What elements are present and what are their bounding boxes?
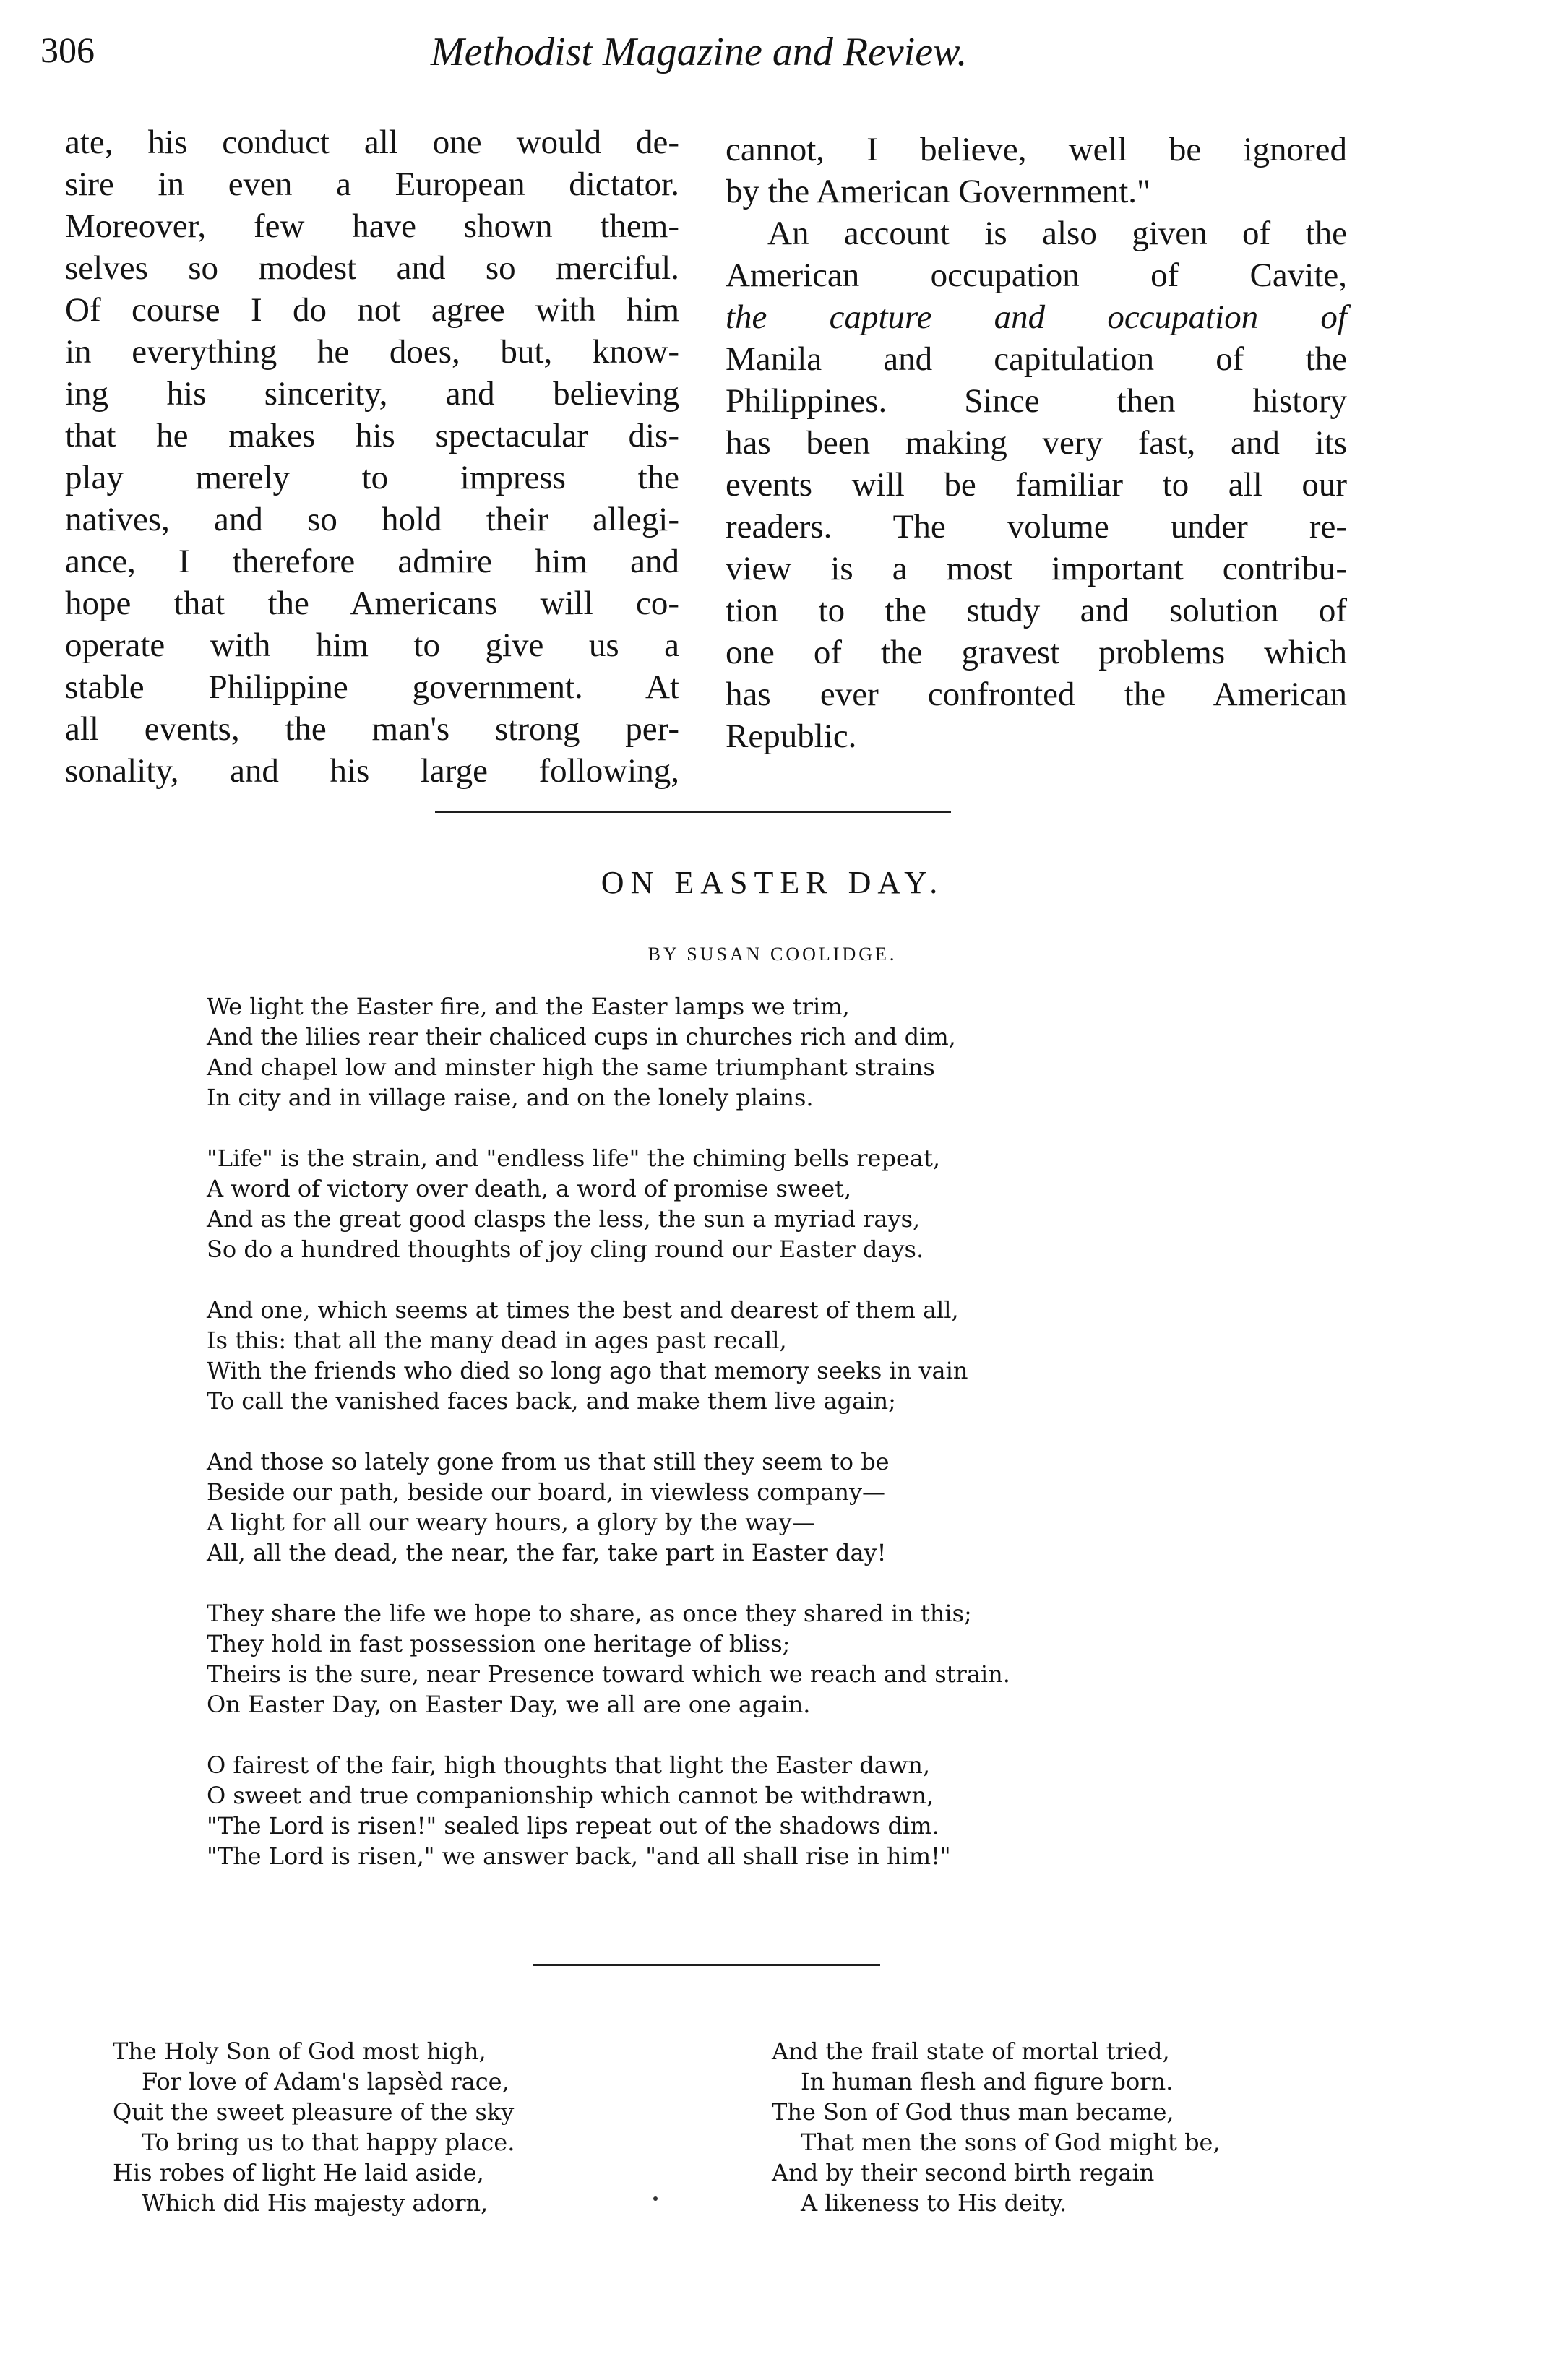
text-line: ing his sincerity, and believing (65, 375, 679, 413)
poem-line: Beside our path, beside our board, in viewless company— (207, 1478, 886, 1506)
poem-line: And the lilies rear their chaliced cups in churches rich and dim, (207, 1023, 956, 1051)
poem-title: ON EASTER DAY. (601, 865, 944, 900)
hymn-right-column (772, 2036, 1321, 2218)
poem-line: "Life" is the strain, and "endless life" the chiming bells repeat, (207, 1144, 940, 1172)
poem-stanza (207, 1598, 1233, 1720)
text-line: ate, his conduct all one would de- (65, 124, 679, 161)
poem-stanza (207, 1446, 1233, 1568)
poem-author: BY SUSAN COOLIDGE. (647, 944, 898, 965)
text-line: sire in even a European dictator. (65, 165, 679, 203)
article-left-column (65, 121, 679, 792)
poem-line: So do a hundred thoughts of joy cling round our Easter days. (207, 1236, 924, 1263)
poem-line: And one, which seems at times the best and dearest of them all, (207, 1296, 959, 1324)
hymn-line: A likeness to His deity. (801, 2189, 1067, 2217)
text-line: selves so modest and so merciful. (65, 249, 679, 287)
poem-line: O sweet and true companionship which cannot be withdrawn, (207, 1782, 934, 1809)
hymn-line: And by their second birth regain (772, 2159, 1155, 2186)
text-line: ance, I therefore admire him and (65, 543, 679, 580)
printer-mark (653, 2196, 658, 2201)
text-line: readers. The volume under re- (726, 508, 1347, 546)
text-line: tion to the study and solution of (726, 592, 1347, 629)
hymn-line: To bring us to that happy place. (142, 2129, 515, 2156)
text-line: play merely to impress the (65, 459, 679, 496)
poem-line: A light for all our weary hours, a glory by the way— (207, 1509, 815, 1536)
text-line: Philippines. Since then history (726, 382, 1347, 420)
article-right-column (726, 129, 1347, 757)
text-line: all events, the man's strong per- (65, 710, 679, 748)
hymn-left-column (113, 2036, 619, 2218)
poem-stanza (207, 1295, 1233, 1416)
hymn-line: Which did His majesty adorn, (142, 2189, 489, 2217)
text-line: cannot, I believe, well be ignored (726, 131, 1347, 168)
poem-line: On Easter Day, on Easter Day, we all are one again. (207, 1691, 811, 1718)
poem-line: Is this: that all the many dead in ages past recall, (207, 1327, 787, 1354)
text-line: Republic. (726, 717, 857, 755)
running-title: Methodist Magazine and Review. (431, 30, 968, 74)
text-line: that he makes his spectacular dis- (65, 417, 679, 454)
text-line: natives, and so hold their allegi- (65, 501, 679, 538)
hymn-line: The Holy Son of God most high, (113, 2038, 486, 2065)
text-line: view is a most important contribu- (726, 550, 1347, 587)
poem-stanza (207, 1143, 1233, 1264)
text-line: American occupation of Cavite, (726, 256, 1347, 294)
page-header (40, 29, 1471, 87)
poem-line: A word of victory over death, a word of promise sweet, (207, 1175, 852, 1202)
poem-line: "The Lord is risen," we answer back, "and all shall rise in him!" (207, 1842, 951, 1870)
hymn-line: Quit the sweet pleasure of the sky (113, 2098, 515, 2126)
poem-line: And as the great good clasps the less, the sun a myriad rays, (207, 1205, 921, 1233)
poem-body (207, 991, 1233, 1902)
text-line: hope that the Americans will co- (65, 585, 679, 622)
text-line: events will be familiar to all our (726, 466, 1347, 504)
poem-line: All, all the dead, the near, the far, take part in Easter day! (207, 1539, 887, 1566)
poem-line: O fairest of the fair, high thoughts that light the Easter dawn, (207, 1751, 930, 1779)
text-line: stable Philippine government. At (65, 668, 679, 706)
text-line: the capture and occupation of (726, 298, 1347, 336)
poem-stanza (207, 1750, 1233, 1871)
poem-line: We light the Easter fire, and the Easter lamps we trim, (207, 993, 850, 1020)
hymn-line: For love of Adam's lapsèd race, (142, 2068, 509, 2095)
poem-line: They hold in fast possession one heritage of bliss; (207, 1630, 791, 1657)
text-line: in everything he does, but, know- (65, 333, 679, 371)
text-line: operate with him to give us a (65, 626, 679, 664)
text-line: Moreover, few have shown them- (65, 207, 679, 245)
poem-line: And chapel low and minster high the same triumphant strains (207, 1053, 935, 1081)
text-line: Of course I do not agree with him (65, 291, 679, 329)
poem-line: They share the life we hope to share, as once they shared in this; (207, 1600, 972, 1627)
hymn-line: His robes of light He laid aside, (113, 2159, 484, 2186)
hymn-line: In human flesh and figure born. (801, 2068, 1174, 2095)
text-line: Manila and capitulation of the (726, 340, 1347, 378)
text-line: one of the gravest problems which (726, 634, 1347, 671)
section-divider (533, 1964, 880, 1966)
poem-line: Theirs is the sure, near Presence toward which we reach and strain. (207, 1660, 1010, 1688)
section-divider (435, 811, 951, 813)
poem-line: And those so lately gone from us that still they seem to be (207, 1448, 890, 1475)
text-line: sonality, and his large following, (65, 752, 679, 790)
poem-line: With the friends who died so long ago that memory seeks in vain (207, 1357, 968, 1384)
poem-line: To call the vanished faces back, and make them live again; (207, 1387, 896, 1415)
hymn-line: That men the sons of God might be, (801, 2129, 1221, 2156)
text-line: An account is also given of the (767, 215, 1347, 252)
hymn-line: And the frail state of mortal tried, (772, 2038, 1170, 2065)
text-line: has been making very fast, and its (726, 424, 1347, 462)
poem-line: "The Lord is risen!" sealed lips repeat out of the shadows dim. (207, 1812, 939, 1840)
text-line: by the American Government." (726, 173, 1151, 210)
hymn-line: The Son of God thus man became, (772, 2098, 1174, 2126)
text-line: has ever confronted the American (726, 676, 1347, 713)
poem-line: In city and in village raise, and on the lonely plains. (207, 1084, 814, 1111)
poem-stanza (207, 991, 1233, 1113)
page-number: 306 (40, 30, 95, 70)
